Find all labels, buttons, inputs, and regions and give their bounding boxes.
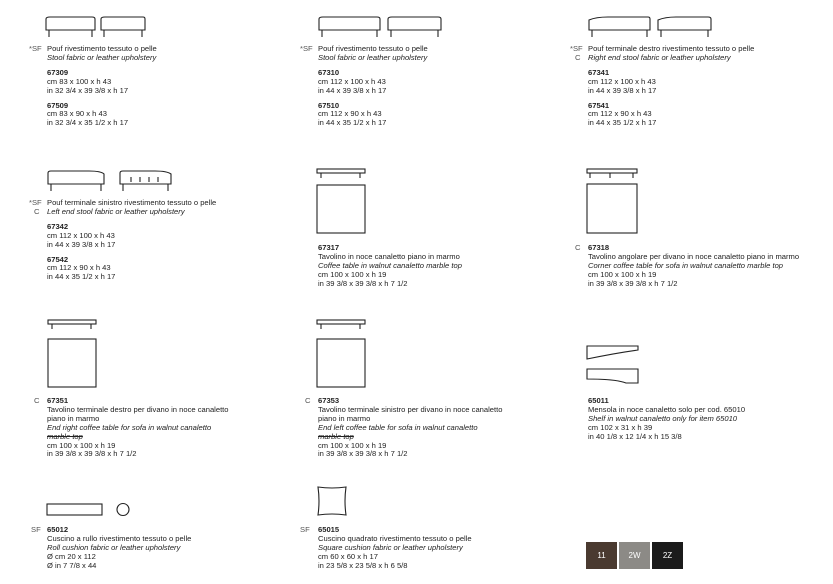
description-it: Tavolino angolare per divano in noce canaletto piano in marmo bbox=[588, 251, 800, 261]
dimensions-in: in 32 3/4 x 39 3/8 x h 17 bbox=[47, 85, 129, 95]
product-code: 67342 bbox=[47, 221, 69, 231]
stool-67341-drawing bbox=[588, 16, 712, 40]
swatch-2w: 2W bbox=[619, 542, 650, 569]
entry-67351 bbox=[47, 397, 229, 459]
description-en: End right coffee table for sofa in walnut canaletto bbox=[47, 422, 212, 432]
stool-67309-drawing bbox=[45, 16, 145, 40]
entry-prefix: C bbox=[34, 396, 40, 405]
dimensions-cm: cm 112 x 90 x h 43 bbox=[588, 109, 652, 119]
swatch-2z: 2Z bbox=[652, 542, 683, 569]
dimensions-in: in 39 3/8 x 39 3/8 x h 7 1/2 bbox=[588, 278, 678, 288]
product-code: 65015 bbox=[318, 525, 340, 534]
product-code: 65011 bbox=[588, 396, 609, 405]
entry-prefix: *SF bbox=[300, 44, 313, 53]
swatch-11: 11 bbox=[586, 542, 617, 569]
dimensions-cm: cm 100 x 100 x h 19 bbox=[318, 440, 387, 450]
dimensions-cm: cm 112 x 100 x h 43 bbox=[318, 76, 386, 86]
description-en: Coffee table in walnut canaletto marble top bbox=[318, 260, 462, 270]
entry-prefix: SF bbox=[31, 525, 41, 534]
product-code: 67353 bbox=[318, 396, 340, 405]
dimensions-in: in 39 3/8 x 39 3/8 x h 7 1/2 bbox=[318, 278, 408, 288]
dimensions-in: in 44 x 35 1/2 x h 17 bbox=[318, 118, 387, 128]
description-en-struck: marble top bbox=[318, 431, 354, 441]
entry-67310 bbox=[318, 45, 428, 128]
stool-67310-drawing bbox=[318, 16, 442, 40]
stool-67342-drawing bbox=[47, 170, 173, 194]
entry-67353 bbox=[318, 397, 502, 459]
dimensions-in: in 23 5/8 x 23 5/8 x h 6 5/8 bbox=[318, 560, 408, 570]
description-it: Pouf rivestimento tessuto o pelle bbox=[47, 44, 157, 53]
dimensions-cm: cm 100 x 100 x h 19 bbox=[318, 269, 387, 279]
dimensions-in: in 39 3/8 x 39 3/8 x h 7 1/2 bbox=[318, 449, 408, 459]
description-it: Mensola in noce canaletto solo per cod. 65010 bbox=[588, 404, 746, 414]
entry-65015 bbox=[318, 526, 472, 571]
coffee-table-67353-drawing bbox=[316, 319, 366, 379]
product-code: 67351 bbox=[47, 396, 69, 405]
entry-prefix: *SF bbox=[29, 198, 42, 207]
product-code: 67341 bbox=[588, 67, 610, 77]
description-en: Stool fabric or leather upholstery bbox=[47, 52, 157, 62]
entry-67309 bbox=[47, 45, 157, 128]
description-en: Shelf in walnut canaletto only for item 65010 bbox=[588, 413, 738, 423]
entry-67318 bbox=[588, 244, 799, 289]
dimensions-cm: cm 112 x 100 x h 43 bbox=[588, 76, 656, 86]
entry-prefix: C bbox=[305, 396, 311, 405]
description-en: Left end stool fabric or leather upholstery bbox=[47, 206, 185, 216]
description-en: Roll cushion fabric or leather upholstery bbox=[47, 542, 181, 552]
dimensions-cm: cm 112 x 90 x h 43 bbox=[318, 109, 382, 119]
entry-67341 bbox=[588, 45, 754, 128]
roll-cushion-65012-drawing bbox=[46, 503, 132, 517]
product-code: 67309 bbox=[47, 67, 69, 77]
description-en: End left coffee table for sofa in walnut canaletto bbox=[318, 422, 478, 432]
description-it: Cuscino a rullo rivestimento tessuto o pelle bbox=[47, 533, 192, 543]
dimensions-in: in 44 x 39 3/8 x h 17 bbox=[588, 85, 657, 95]
square-cushion-65015-drawing bbox=[316, 485, 348, 517]
product-code: 67509 bbox=[47, 100, 69, 110]
dimensions-in: in 44 x 39 3/8 x h 17 bbox=[318, 85, 387, 95]
dimensions-cm: Ø cm 20 x 112 bbox=[47, 551, 96, 561]
shelf-65011-drawing bbox=[586, 345, 640, 387]
dimensions-cm: cm 100 x 100 x h 19 bbox=[47, 440, 116, 450]
dimensions-in: in 39 3/8 x 39 3/8 x h 7 1/2 bbox=[47, 449, 137, 459]
dimensions-in: in 40 1/8 x 12 1/4 x h 15 3/8 bbox=[588, 431, 682, 441]
description-it: Pouf terminale sinistro rivestimento tessuto o pelle bbox=[47, 198, 217, 207]
entry-prefix: C bbox=[34, 207, 40, 216]
product-code: 67310 bbox=[318, 67, 340, 77]
description-en: Square cushion fabric or leather upholstery bbox=[318, 542, 463, 552]
description-it: Tavolino terminale sinistro per divano in noce canaletto bbox=[318, 404, 503, 414]
product-code: 67317 bbox=[318, 243, 340, 252]
entry-67317 bbox=[318, 244, 462, 289]
entry-65012 bbox=[47, 526, 191, 571]
description-it: Pouf rivestimento tessuto o pelle bbox=[318, 44, 428, 53]
description-it-2: piano in marmo bbox=[47, 413, 100, 423]
description-en: Stool fabric or leather upholstery bbox=[318, 52, 428, 62]
description-it: Tavolino in noce canaletto piano in marmo bbox=[318, 251, 460, 261]
dimensions-in: Ø in 7 7/8 x 44 bbox=[47, 560, 97, 570]
dimensions-in: in 44 x 39 3/8 x h 17 bbox=[47, 239, 116, 249]
dimensions-cm: cm 112 x 90 x h 43 bbox=[47, 263, 111, 273]
product-code: 67318 bbox=[588, 243, 610, 252]
entry-prefix: C bbox=[575, 243, 581, 252]
entry-67342 bbox=[47, 199, 216, 282]
description-en-struck: marble top bbox=[47, 431, 83, 441]
dimensions-in: in 44 x 35 1/2 x h 17 bbox=[588, 118, 657, 128]
dimensions-cm: cm 102 x 31 x h 39 bbox=[588, 422, 653, 432]
dimensions-cm: cm 83 x 100 x h 43 bbox=[47, 76, 112, 86]
dimensions-in: in 44 x 35 1/2 x h 17 bbox=[47, 272, 116, 282]
description-it-2: piano in marmo bbox=[318, 413, 371, 423]
product-code: 67510 bbox=[318, 100, 340, 110]
description-en: Corner coffee table for sofa in walnut canaletto marble top bbox=[588, 260, 784, 270]
entry-prefix: *SF bbox=[570, 44, 583, 53]
entry-prefix: C bbox=[575, 53, 581, 62]
description-it: Pouf terminale destro rivestimento tessuto o pelle bbox=[588, 44, 755, 53]
entry-prefix: *SF bbox=[29, 44, 42, 53]
description-it: Tavolino terminale destro per divano in noce canaletto bbox=[47, 404, 229, 414]
entry-prefix: SF bbox=[300, 525, 310, 534]
dimensions-in: in 32 3/4 x 35 1/2 x h 17 bbox=[47, 118, 129, 128]
description-en: Right end stool fabric or leather upholstery bbox=[588, 52, 731, 62]
product-code: 65012 bbox=[47, 525, 69, 534]
coffee-table-67351-drawing bbox=[47, 319, 97, 379]
dimensions-cm: cm 83 x 90 x h 43 bbox=[47, 109, 107, 119]
dimensions-cm: cm 60 x 60 x h 17 bbox=[318, 551, 378, 561]
description-it: Cuscino quadrato rivestimento tessuto o pelle bbox=[318, 533, 472, 543]
dimensions-cm: cm 112 x 100 x h 43 bbox=[47, 230, 115, 240]
entry-65011 bbox=[588, 397, 745, 442]
dimensions-cm: cm 100 x 100 x h 19 bbox=[588, 269, 657, 279]
product-code: 67541 bbox=[588, 100, 610, 110]
product-code: 67542 bbox=[47, 254, 69, 264]
